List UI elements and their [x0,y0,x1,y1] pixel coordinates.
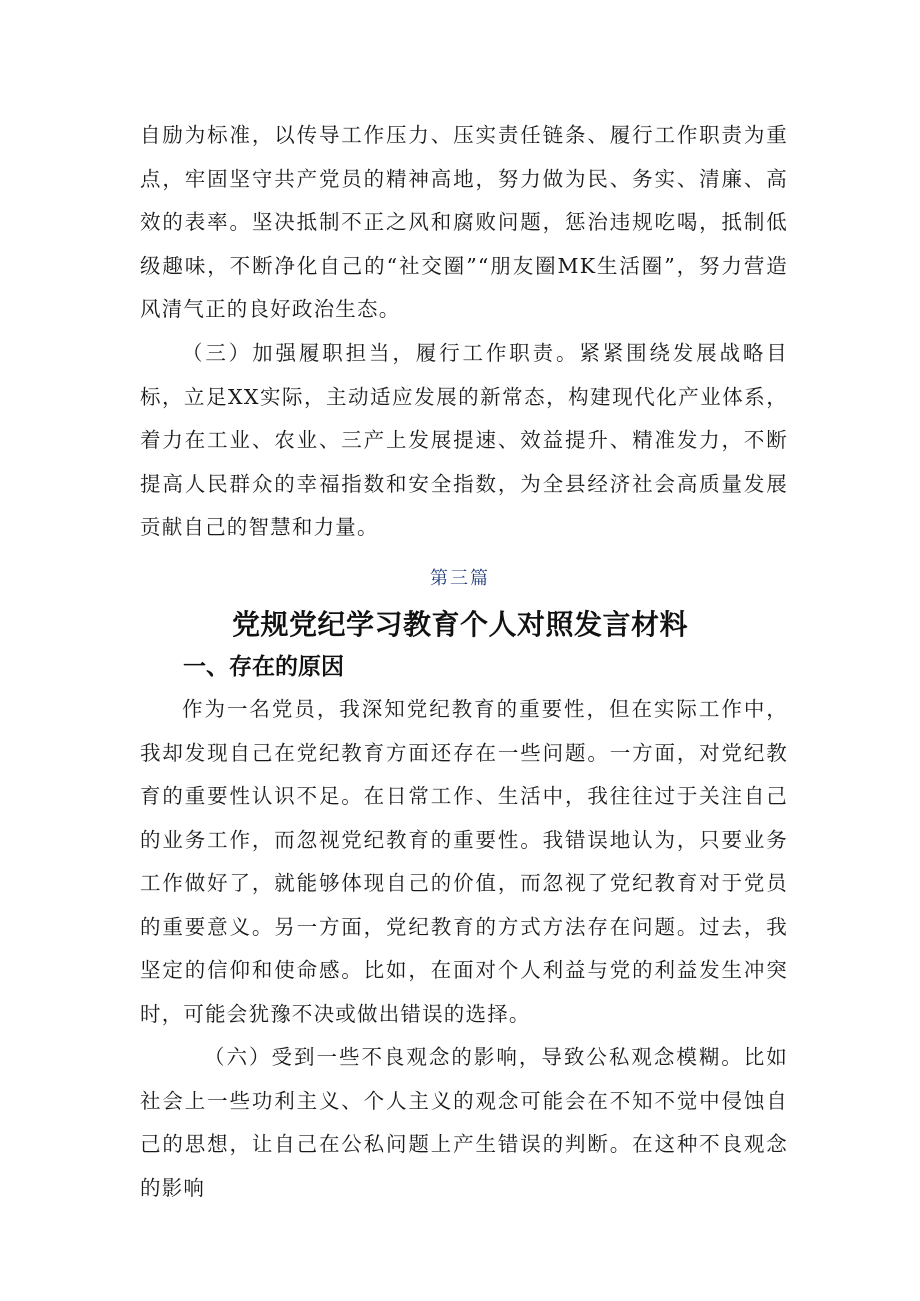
body-paragraph: （三）加强履职担当，履行工作职责。紧紧围绕发展战略目标，立足XX实际，主动适应发展的新常态，构建现代化产业体系，着力在工业、农业、三产上发展提速、效益提升、精准发力，不断提高人民群众的幸福指数和安全指数，为全县经济社会高质量发展贡献自己的智慧和力量。 [140,341,788,539]
body-paragraph: 作为一名党员，我深知党纪教育的重要性，但在实际工作中，我却发现自己在党纪教育方面还存在一些问题。一方面，对党纪教育的重要性认识不足。在日常工作、生活中，我往往过于关注自己的业务工作，而忽视党纪教育的重要性。我错误地认为，只要业务工作做好了，就能够体现自己的价值，而忽视了党纪教育对于党员的重要意义。另一方面，党纪教育的方式方法存在问题。过去，我坚定的信仰和使命感。比如，在面对个人利益与党的利益发生冲突时，可能会犹豫不决或做出错误的选择。 [140,697,788,1026]
body-paragraph: （六）受到一些不良观念的影响，导致公私观念模糊。比如社会上一些功利主义、个人主义的观念可能会在不知不觉中侵蚀自己的思想，让自己在公私问题上产生错误的判断。在这种不良观念的影响 [140,1045,788,1200]
section-heading: 一、存在的原因 [183,654,344,680]
body-paragraph: 自励为标准，以传导工作压力、压实责任链条、履行工作职责为重点，牢固坚守共产党员的精神高地，努力做为民、务实、清廉、高效的表率。坚决抵制不正之风和腐败问题，惩治违规吃喝，抵制低级趣味，不断净化自己的“社交圈”“朋友圈MK生活圈”，努力营造风清气正的良好政治生态。 [140,123,788,321]
section-label: 第三篇 [430,568,490,589]
document-title: 党规党纪学习教育个人对照发言材料 [231,608,688,641]
